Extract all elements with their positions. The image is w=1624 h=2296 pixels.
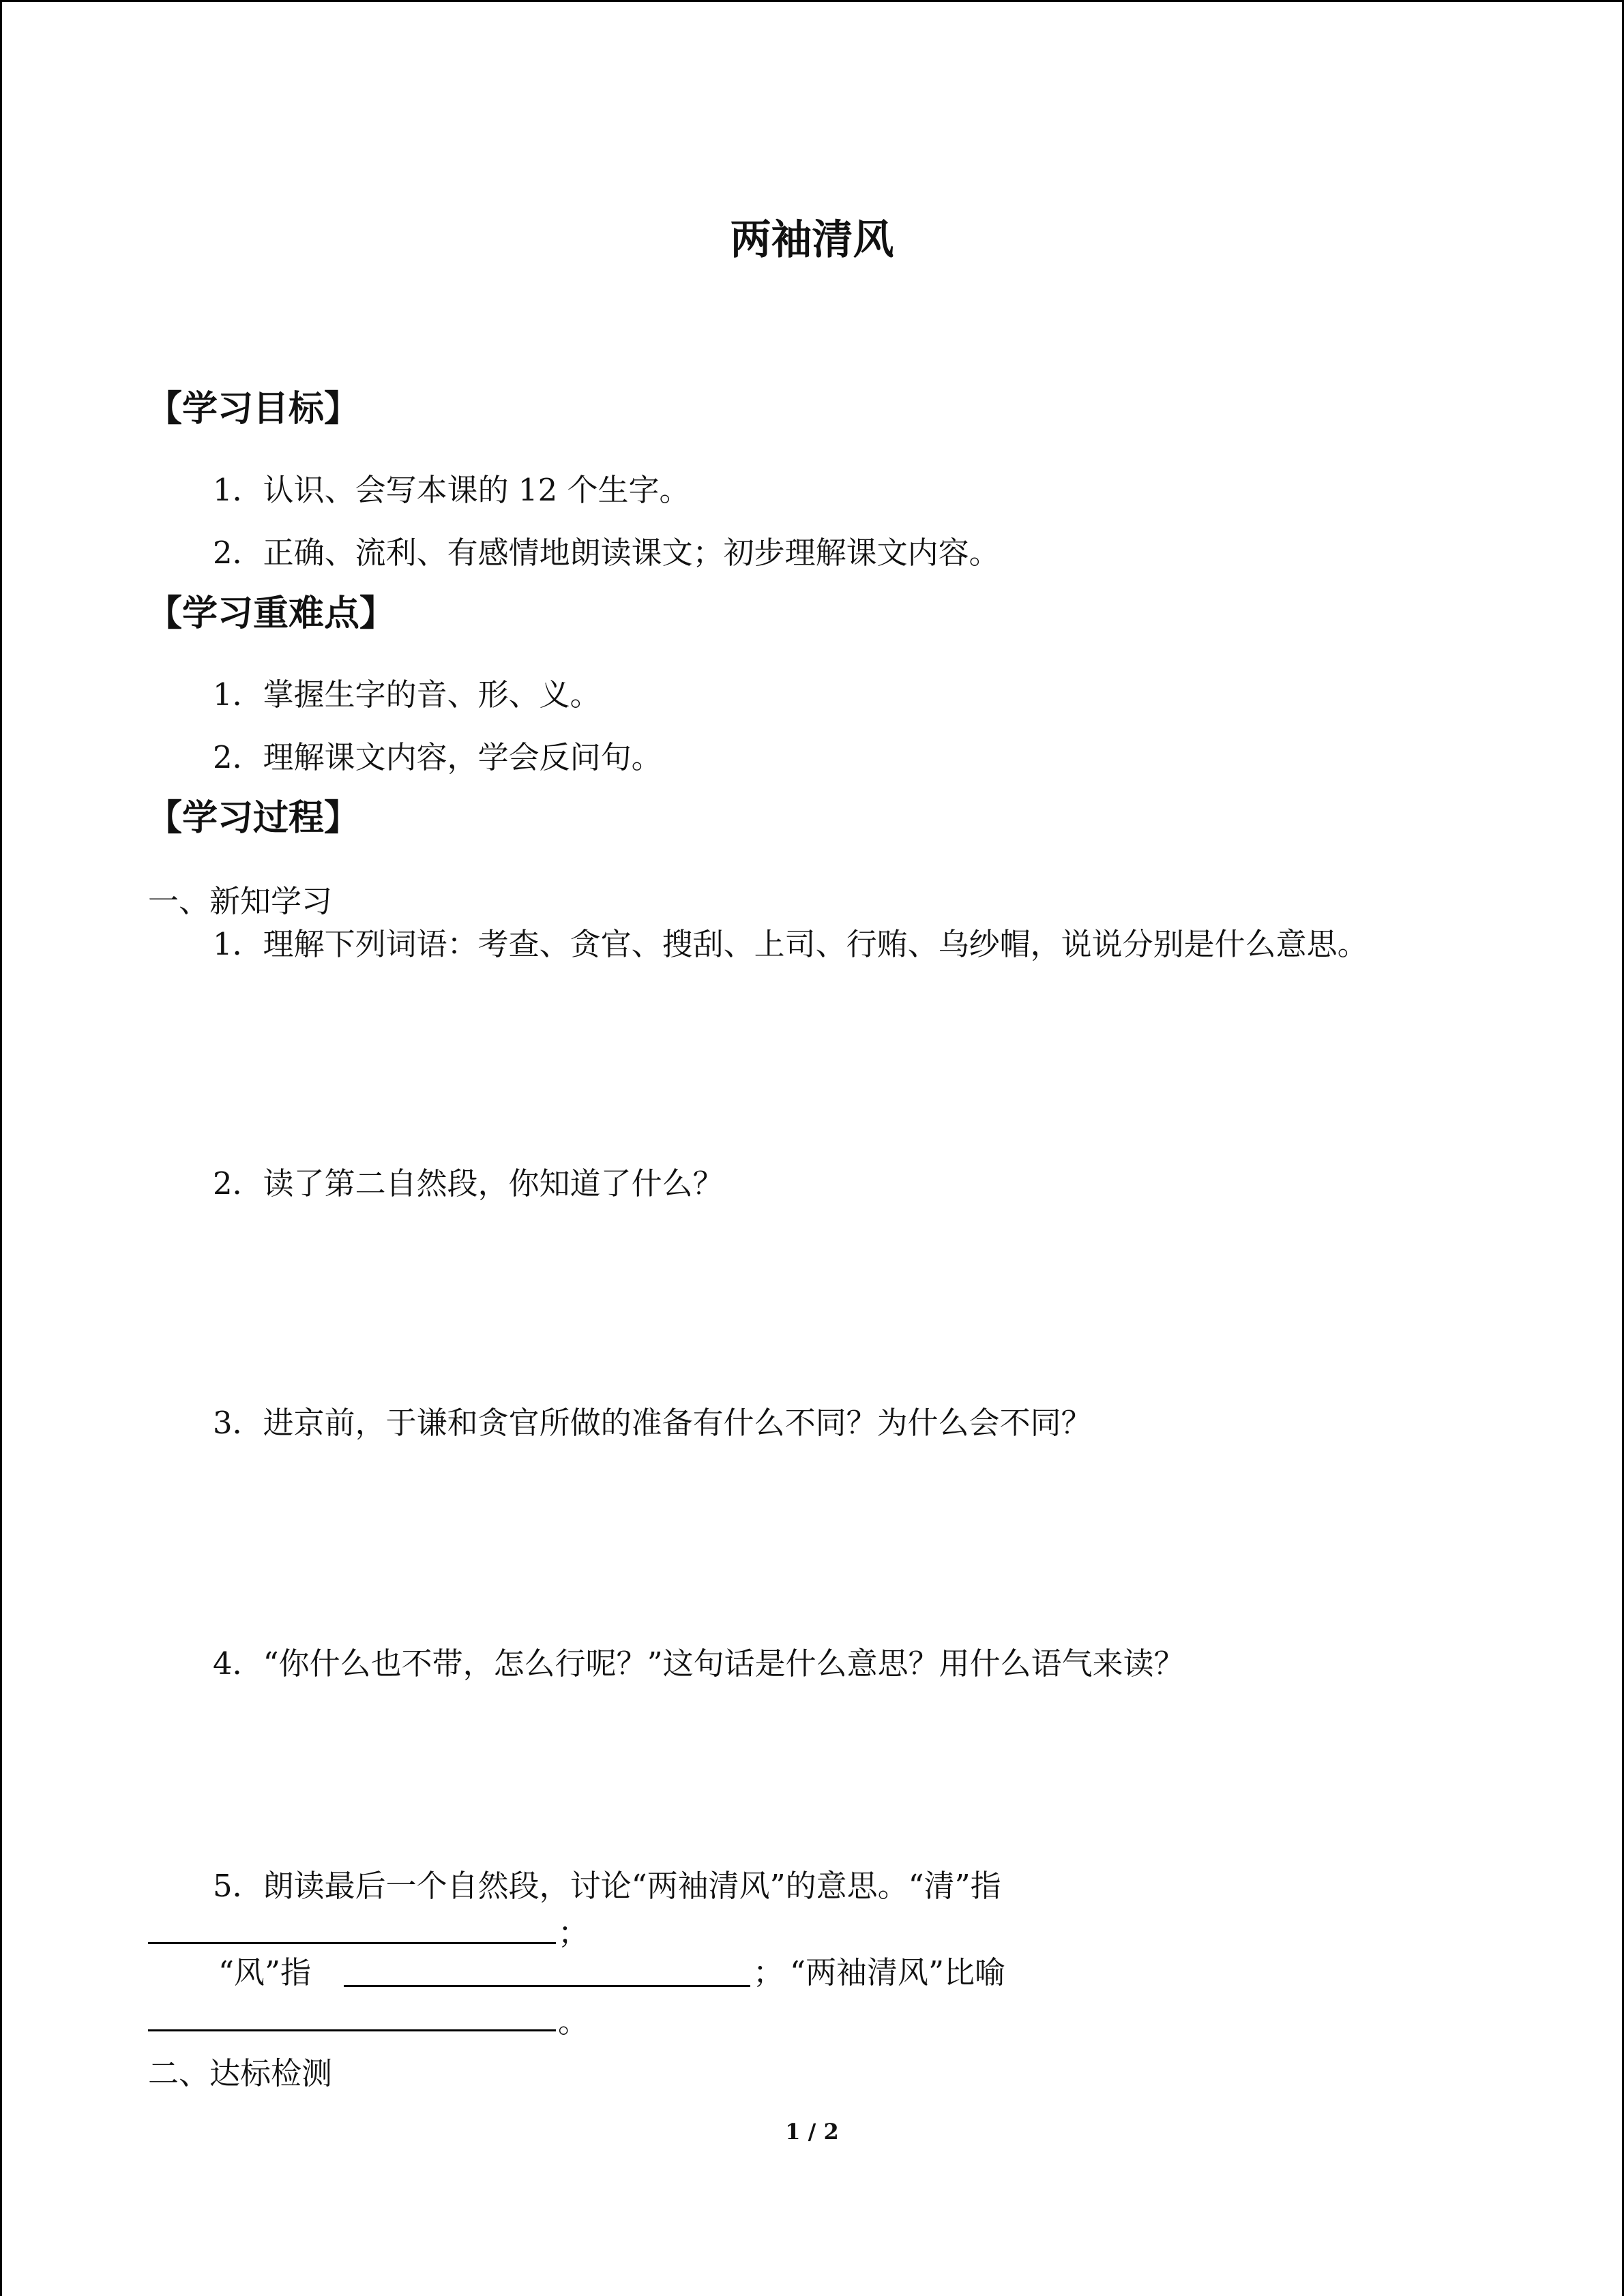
key-point-item-2: 2．理解课文内容，学会反问句。 <box>213 739 662 775</box>
section-heading-process: 【学习过程】 <box>147 797 360 839</box>
goal-item-1: 1．认识、会写本课的 12 个生字。 <box>213 472 690 508</box>
question-3: 3．进京前，于谦和贪官所做的准备有什么不同？为什么会不同？ <box>213 1405 1092 1441</box>
answer-blank-metaphor[interactable] <box>148 2029 556 2031</box>
answer-blank-feng[interactable] <box>344 1985 750 1987</box>
question-5-line-1: 5．朗读最后一个自然段，讨论“两袖清风”的意思。“清”指 <box>213 1868 1001 1904</box>
goal-item-2: 2．正确、流利、有感情地朗读课文；初步理解课文内容。 <box>213 535 1000 571</box>
section-heading-goals: 【学习目标】 <box>147 388 360 430</box>
question-1: 1．理解下列词语：考查、贪官、搜刮、上司、行贿、乌纱帽，说说分别是什么意思。 <box>213 926 1368 962</box>
answer-blank-qing[interactable] <box>148 1942 556 1944</box>
key-point-item-1: 1．掌握生字的音、形、义。 <box>213 676 601 713</box>
metaphor-label: “两袖清风”比喻 <box>790 1954 1006 1991</box>
page-number: 1 / 2 <box>785 2119 839 2145</box>
document-title: 两袖清风 <box>730 216 894 264</box>
part-heading-new-knowledge: 一、新知学习 <box>148 883 333 919</box>
question-4: 4．“你什么也不带，怎么行呢？”这句话是什么意思？用什么语气来读？ <box>213 1645 1185 1682</box>
part-heading-assessment: 二、达标检测 <box>148 2055 333 2091</box>
semicolon-after-qing: ； <box>558 1915 589 1951</box>
question-2: 2．读了第二自然段，你知道了什么？ <box>213 1165 724 1202</box>
section-heading-key-points: 【学习重难点】 <box>147 593 396 634</box>
end-period: 。 <box>558 2003 589 2040</box>
feng-label: “风”指 <box>218 1954 312 1991</box>
semicolon-after-feng: ； <box>753 1954 784 1991</box>
